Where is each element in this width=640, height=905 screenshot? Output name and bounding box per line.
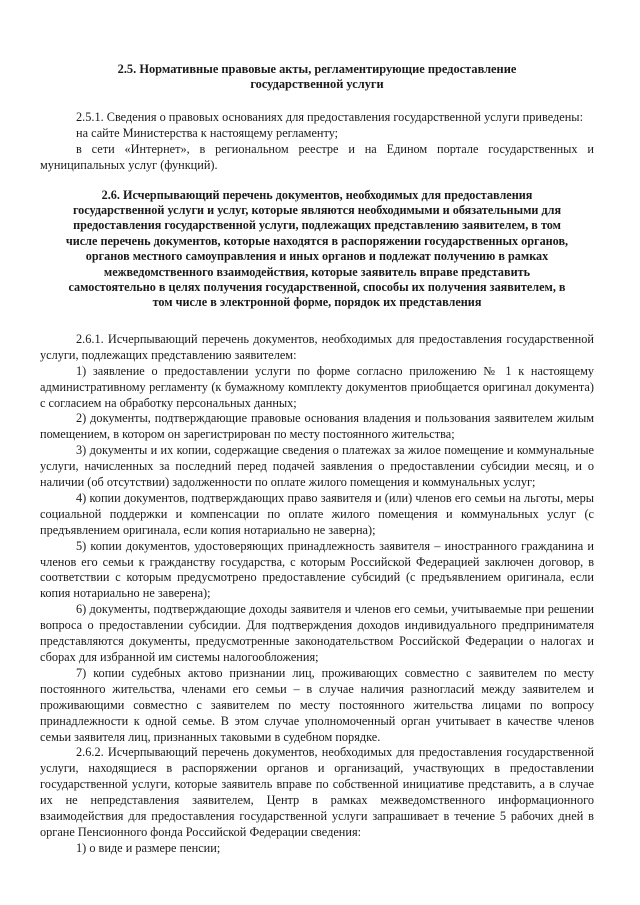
section-2-5-title: [40, 62, 594, 92]
paragraph-2-5-1: 2.5.1. Сведения о правовых основаниях для предоставления государственной услуги приведены:: [76, 110, 583, 124]
title-line: числе перечень документов, которые находятся в распоряжении государственных органов,: [65, 233, 569, 248]
list-item: 5) копии документов, удостоверяющих принадлежность заявителя – иностранного гражданина и членов его семьи к гражданству государства, с которым Российской Федерацией заключен договор, в соответствии с которым предусмотрено предоставление субсидий (с предъявлением оригинала, если копия нотариально не заверена);: [40, 538, 594, 601]
title-line: 2.5. Нормативные правовые акты, регламентирующие предоставление: [117, 62, 517, 76]
section-2-6-title: [40, 188, 594, 311]
list-item: 2) документы, подтверждающие правовые основания владения и пользования заявителем жилым помещением, в котором он зарегистрирован по месту постоянного жительства;: [40, 411, 594, 442]
list-item: 4) копии документов, подтверждающих право заявителя и (или) членов его семьи на льготы, меры социальной поддержки и компенсации по оплате жилого помещения и коммунальных услуг (с предъявлением оригинала, если копия нотариально не заверна);: [40, 490, 594, 537]
title-line: 2.6. Исчерпывающий перечень документов, необходимых для предоставления: [101, 187, 533, 202]
list-item: 6) документы, подтверждающие доходы заявителя и членов его семьи, учитываемые при решении вопроса о предоставлении субсидии. Для подтверждения доходов индивидуального предпринимателя представляются документы, предусмотренные законодательством Российской Федерации о налогах и сборах для избранной им системы налогообложения;: [40, 602, 594, 664]
title-line: государственной услуги: [250, 77, 384, 91]
title-line: государственной услуги и услуг, которые являются необходимыми и обязательными для: [72, 203, 562, 218]
title-line: органов местного самоуправления и иных органов и подлежат получению в рамках: [85, 249, 549, 264]
list-item: 7) копии судебных актово признании лиц, проживающих совместно с заявителем по месту постоянного жительства, членами его семьи – в случае наличия разногласий между заявителем и проживающими совместно с заявителем по месту постоянного жительства лицами по вопросу принадлежности к одной семье. В этом случае уполномоченный орган учитывает в качестве членов семьи заявителя лиц, признанных таковыми в судебном порядке.: [40, 665, 594, 744]
list-item: 1) о виде и размере пенсии;: [76, 840, 221, 855]
paragraph-2-6-2: 2.6.2. Исчерпывающий перечень документов, необходимых для предоставления государственной услуги, находящиеся в распоряжении органов и организаций, участвующих в предоставлении государственной услуги, которые заявитель вправе по собственной инициативе представить, а в случае их не непредставления заявителем, Центр в рамках межведомственного информационного взаимодействия для предоставления государственной услуги запрашивает в течение 5 рабочих дней в органе Пенсионного фонда Российской Федерации сведения:: [40, 745, 594, 839]
title-line: самостоятельно в целях получения государственной, способы их получения заявителем, в: [68, 280, 566, 295]
list-item: 3) документы и их копии, содержащие сведения о платежах за жилое помещение и коммунальные услуги, начисленных за последний перед подачей заявления о предоставлении субсидии месяц, и о наличии (об отсутствии) задолженности по оплате жилого помещения и коммунальных услуг;: [40, 443, 594, 490]
title-line: межведомственного взаимодействия, которые заявитель вправе представить: [103, 264, 531, 279]
paragraph-internet: в сети «Интернет», в региональном реестре и на Едином портале государственных и муниципальных услуг (функций).: [40, 141, 594, 172]
paragraph-ministry-site: на сайте Министерства к настоящему регламенту;: [76, 125, 339, 140]
title-line: том числе в электронной форме, порядок их представления: [152, 295, 482, 310]
list-item: 1) заявление о предоставлении услуги по форме согласно приложению № 1 к настоящему административному регламенту (к бумажному комплекту документов приобщается оригинал документа) с согласием на обработку персональных данных;: [40, 363, 594, 410]
paragraph-2-6-1: 2.6.1. Исчерпывающий перечень документов, необходимых для предоставления государственной услуги, подлежащих представлению заявителем:: [40, 331, 594, 362]
title-line: предоставления государственной услуги, подлежащих представлению заявителем, в том: [73, 218, 561, 233]
